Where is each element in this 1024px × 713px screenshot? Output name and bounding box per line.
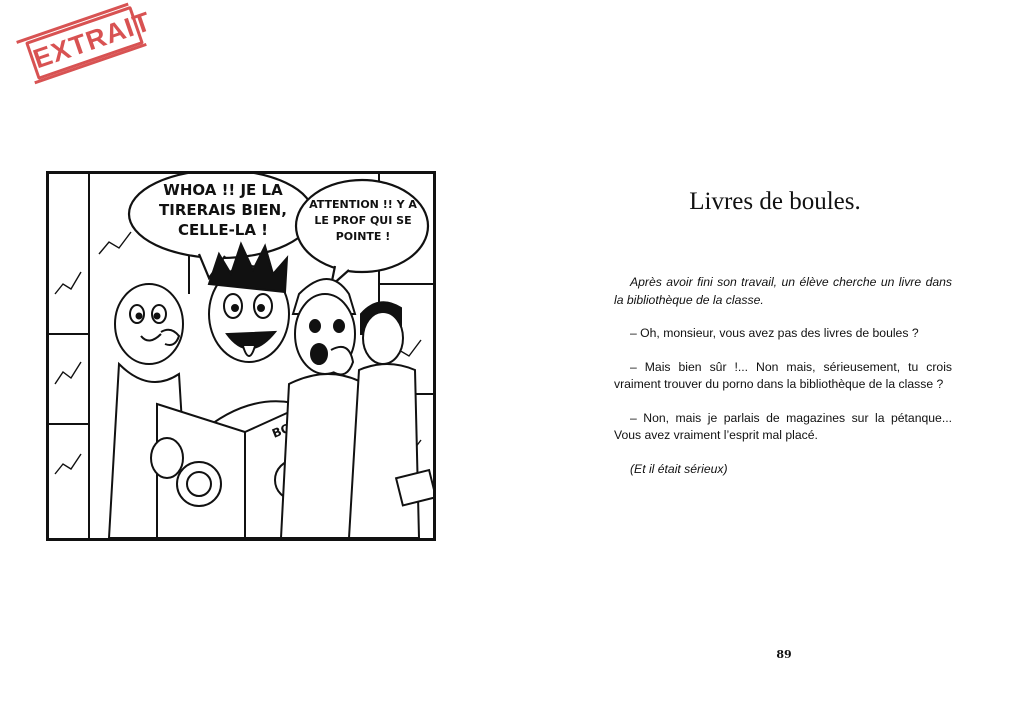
stamp-label: EXTRAIT: [25, 6, 144, 80]
speech-bubble-2-text: ATTENTION !! Y A LE PROF QUI SE POINTE !: [309, 198, 417, 243]
teacher: [349, 302, 433, 538]
page-number: 89: [776, 648, 792, 661]
comic-panel: [46, 171, 436, 541]
chapter-title: Livres de boules.: [689, 188, 861, 215]
story-paragraph: Après avoir fini son travail, un élève cherche un livre dans la bibliothèque de la classe.: [614, 275, 952, 307]
extrait-stamp: [14, 0, 156, 88]
story-paragraph: (Et il était sérieux): [630, 461, 728, 476]
story-text: [614, 274, 952, 494]
speech-bubble-1-text: WHOA !! JE LA TIRERAIS BIEN, CELLE-LA !: [159, 181, 287, 239]
story-paragraph: – Mais bien sûr !... Non mais, sérieusement, tu crois vraiment trouver du porno dans la bibliothèque de la classe ?: [614, 359, 952, 391]
story-paragraph: – Non, mais je parlais de magazines sur la pétanque... Vous avez vraiment l’esprit mal placé.: [614, 410, 952, 442]
story-paragraph: – Oh, monsieur, vous avez pas des livres de boules ?: [630, 326, 919, 340]
